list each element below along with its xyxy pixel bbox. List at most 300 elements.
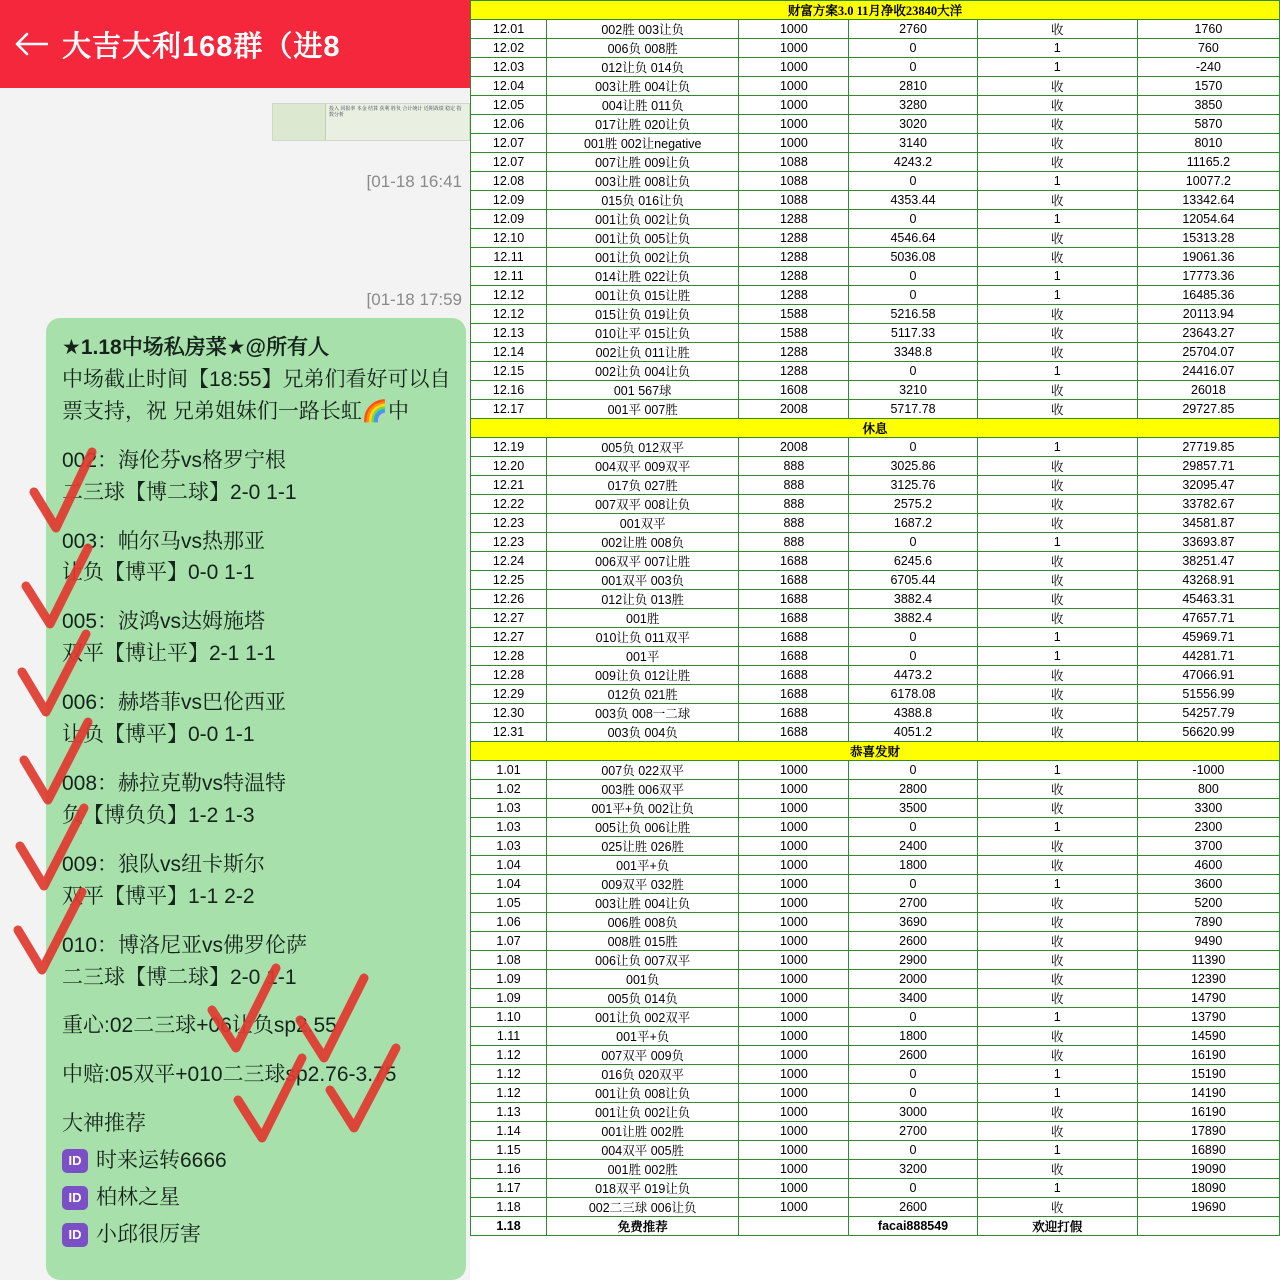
cell-total: 18090 [1137,1179,1279,1198]
cell-account: facai888549 [849,1217,977,1236]
cell-stake: 1000 [739,96,849,115]
table-row[interactable] [471,58,1280,77]
recommend-name: 时来运转6666 [96,1149,227,1173]
cell-return: 4243.2 [849,153,977,172]
cell-date: 12.17 [471,400,547,419]
cell-date: 1.14 [471,1122,547,1141]
cell-return: 6705.44 [849,571,977,590]
table-row[interactable] [471,647,1280,666]
table-row[interactable] [471,875,1280,894]
cell-date: 1.17 [471,1179,547,1198]
table-row[interactable] [471,267,1280,286]
chat-message-bubble[interactable] [46,318,466,1280]
cell-stake: 1000 [739,77,849,96]
chat-pane [0,0,470,1280]
table-band-row [471,742,1280,761]
cell-picks: 001胜 [547,609,739,628]
cell-stake: 1288 [739,267,849,286]
cell-total: 10077.2 [1137,172,1279,191]
cell-date: 12.15 [471,362,547,381]
cell-date: 1.12 [471,1084,547,1103]
cell-return: 5216.58 [849,305,977,324]
table-row[interactable] [471,609,1280,628]
message-line-3: 票支持，祝 兄弟姐妹们一路长虹🌈中 [62,399,409,423]
table-row[interactable] [471,666,1280,685]
cell-result: 收 [977,970,1137,989]
cell-date: 12.09 [471,210,547,229]
table-row[interactable] [471,476,1280,495]
cell-result: 收 [977,343,1137,362]
cell-result: 收 [977,704,1137,723]
table-footer-row[interactable] [471,1217,1280,1236]
table-row[interactable] [471,951,1280,970]
cell-result: 收 [977,381,1137,400]
cell-total: 760 [1137,39,1279,58]
table-row[interactable] [471,39,1280,58]
cell-total: 17773.36 [1137,267,1279,286]
table-row[interactable] [471,989,1280,1008]
table-row[interactable] [471,913,1280,932]
cell-date: 12.27 [471,609,547,628]
cell-total: 16190 [1137,1103,1279,1122]
cell-return: 2400 [849,837,977,856]
cell-result: 收 [977,20,1137,39]
cell-date: 1.16 [471,1160,547,1179]
cell-return: 2600 [849,1198,977,1217]
cell-stake: 1688 [739,647,849,666]
cell-date: 12.19 [471,438,547,457]
cell-picks: 001让负 002让负 [547,248,739,267]
cell-total: 11390 [1137,951,1279,970]
cell-stake: 1000 [739,1065,849,1084]
table-row[interactable] [471,590,1280,609]
band-label: 休息 [471,419,1280,438]
cell-stake: 1688 [739,552,849,571]
cell-date: 1.09 [471,970,547,989]
cell-return: 0 [849,1141,977,1160]
cell-result: 收 [977,1160,1137,1179]
cell-date: 12.23 [471,514,547,533]
recommend-item[interactable] [62,1145,450,1177]
cell-total: 14590 [1137,1027,1279,1046]
cell-return: 0 [849,875,977,894]
cell-picks: 016负 020双平 [547,1065,739,1084]
cell-return: 2600 [849,932,977,951]
cell-date: 12.04 [471,77,547,96]
cell-picks: 001让负 015让胜 [547,286,739,305]
recommend-name: 柏林之星 [96,1186,180,1210]
cell-picks: 007双平 009负 [547,1046,739,1065]
pick-tip: 二三球【博二球】2-0 1-1 [62,965,297,989]
cell-return: 0 [849,1008,977,1027]
table-row[interactable] [471,970,1280,989]
cell-result: 1 [977,875,1137,894]
cell-date: 12.31 [471,723,547,742]
cell-return: 2800 [849,780,977,799]
cell-result: 收 [977,685,1137,704]
cell-return: 3882.4 [849,590,977,609]
cell-picks: 001负 [547,970,739,989]
cell-picks: 012负 021胜 [547,685,739,704]
cell-result: 1 [977,286,1137,305]
cell-total: 12054.64 [1137,210,1279,229]
cell-date: 12.13 [471,324,547,343]
cell-date: 1.03 [471,837,547,856]
pick-match: 赫塔菲vs巴伦西亚 [118,691,287,715]
pick-tip: 双平【博平】1-1 2-2 [62,884,255,908]
thumbnail-left-block [273,104,326,140]
cell-date: 12.25 [471,571,547,590]
table-row[interactable] [471,514,1280,533]
mid-odds-line: 中赔:05双平+010二三球sp2.76-3.75 [62,1063,397,1087]
cell-stake: 1000 [739,837,849,856]
cell-return: 5117.33 [849,324,977,343]
cell-picks: 001让负 002双平 [547,1008,739,1027]
table-row[interactable] [471,1179,1280,1198]
cell-date: 1.18 [471,1198,547,1217]
cell-return: 2760 [849,20,977,39]
cell-result: 1 [977,533,1137,552]
cell-total: 51556.99 [1137,685,1279,704]
cell-date: 1.18 [471,1217,547,1236]
cell-result: 1 [977,818,1137,837]
pick-tip: 二三球【博二球】2-0 1-1 [62,480,297,504]
table-row[interactable] [471,894,1280,913]
cell-stake: 1000 [739,1122,849,1141]
cell-date: 12.01 [471,20,547,39]
cell-picks: 002二三球 006让负 [547,1198,739,1217]
cell-result: 1 [977,1141,1137,1160]
cell-return: 6178.08 [849,685,977,704]
cell-date: 12.07 [471,134,547,153]
cell-total: 3850 [1137,96,1279,115]
cell-total: 19090 [1137,1160,1279,1179]
cell-total: 20113.94 [1137,305,1279,324]
cell-picks: 001平 007胜 [547,400,739,419]
cell-stake: 1000 [739,989,849,1008]
cell-total: 54257.79 [1137,704,1279,723]
cell-date: 12.30 [471,704,547,723]
cell-total: 16190 [1137,1046,1279,1065]
cell-stake: 1000 [739,134,849,153]
cell-date: 1.03 [471,799,547,818]
table-row[interactable] [471,20,1280,39]
message-line-1: ★1.18中场私房菜★@所有人 [62,336,330,359]
cell-note: 欢迎打假 [977,1217,1137,1236]
pick-tip: 负【博负负】1-2 1-3 [62,803,255,827]
table-row[interactable] [471,134,1280,153]
pick-match: 海伦芬vs格罗宁根 [118,448,287,472]
cell-stake: 1000 [739,913,849,932]
cell-picks: 004双平 009双平 [547,457,739,476]
table-row[interactable] [471,932,1280,951]
cell-total: 5870 [1137,115,1279,134]
cell-stake: 1688 [739,571,849,590]
cell-date: 1.02 [471,780,547,799]
cell-stake: 1000 [739,1160,849,1179]
table-row[interactable] [471,1122,1280,1141]
cell-result: 1 [977,1008,1137,1027]
cell-total: 3300 [1137,799,1279,818]
cell-return: 3210 [849,381,977,400]
cell-total: -1000 [1137,761,1279,780]
cell-picks: 006负 008胜 [547,39,739,58]
pick-tip: 让负【博平】0-0 1-1 [62,723,255,747]
cell-date: 12.21 [471,476,547,495]
cell-stake: 1000 [739,856,849,875]
cell-empty [739,1217,849,1236]
cell-return: 3348.8 [849,343,977,362]
cell-return: 0 [849,533,977,552]
table-title: 财富方案3.0 11月净收23840大洋 [471,1,1280,20]
table-row[interactable] [471,153,1280,172]
table-row[interactable] [471,552,1280,571]
cell-return: 3020 [849,115,977,134]
cell-result: 收 [977,77,1137,96]
cell-stake: 1688 [739,685,849,704]
cell-total: 16890 [1137,1141,1279,1160]
cell-return: 0 [849,172,977,191]
cell-total: 4600 [1137,856,1279,875]
cell-return: 0 [849,1065,977,1084]
cell-total: 3700 [1137,837,1279,856]
cell-result: 收 [977,153,1137,172]
cell-result: 1 [977,761,1137,780]
table-row[interactable] [471,1046,1280,1065]
cell-stake: 1688 [739,590,849,609]
cell-stake: 1000 [739,970,849,989]
table-row[interactable] [471,571,1280,590]
cell-result: 收 [977,96,1137,115]
cell-stake: 1000 [739,875,849,894]
back-arrow-icon[interactable] [0,0,62,88]
cell-date: 1.05 [471,894,547,913]
cell-picks: 003让胜 004让负 [547,894,739,913]
cell-picks: 001平+负 002让负 [547,799,739,818]
cell-total: 33693.87 [1137,533,1279,552]
cell-stake: 1000 [739,932,849,951]
cell-total: 56620.99 [1137,723,1279,742]
table-row[interactable] [471,533,1280,552]
table-row[interactable] [471,780,1280,799]
cell-result: 1 [977,1179,1137,1198]
cell-date: 12.11 [471,248,547,267]
cell-return: 5717.78 [849,400,977,419]
cell-result: 1 [977,267,1137,286]
cell-result: 1 [977,647,1137,666]
cell-result: 1 [977,210,1137,229]
cell-stake: 1608 [739,381,849,400]
cell-return: 0 [849,39,977,58]
table-row[interactable] [471,400,1280,419]
table-row[interactable] [471,229,1280,248]
table-row[interactable] [471,1141,1280,1160]
message-line-2: 中场截止时间【18:55】兄弟们看好可以自 [62,367,451,391]
cell-date: 12.06 [471,115,547,134]
cell-result: 收 [977,1103,1137,1122]
pick-match: 波鸿vs达姆施塔 [118,610,266,634]
cell-date: 12.28 [471,647,547,666]
table-row[interactable] [471,115,1280,134]
cell-return: 3400 [849,989,977,1008]
cell-stake: 1000 [739,894,849,913]
cell-date: 12.14 [471,343,547,362]
cell-total: 38251.47 [1137,552,1279,571]
cell-result: 收 [977,552,1137,571]
cell-return: 6245.6 [849,552,977,571]
profit-table [470,0,1280,1236]
cell-return: 4546.64 [849,229,977,248]
cell-total: 16485.36 [1137,286,1279,305]
cell-total: 45969.71 [1137,628,1279,647]
cell-picks: 001让负 005让负 [547,229,739,248]
cell-date: 1.09 [471,989,547,1008]
pick-tip: 让负【博平】0-0 1-1 [62,561,255,585]
cell-return: 1687.2 [849,514,977,533]
cell-result: 收 [977,115,1137,134]
cell-picks: 002让负 011让胜 [547,343,739,362]
table-row[interactable] [471,343,1280,362]
cell-picks: 003负 004负 [547,723,739,742]
cell-stake: 1688 [739,628,849,647]
cell-return: 0 [849,210,977,229]
cell-total: 33782.67 [1137,495,1279,514]
cell-picks: 001双平 [547,514,739,533]
cell-date: 1.01 [471,761,547,780]
table-title-row [471,1,1280,20]
table-row[interactable] [471,77,1280,96]
cell-total: 12390 [1137,970,1279,989]
cell-picks: 006让负 007双平 [547,951,739,970]
table-row[interactable] [471,1103,1280,1122]
table-row[interactable] [471,818,1280,837]
table-row[interactable] [471,324,1280,343]
recommend-name: 小邱很厉害 [96,1222,201,1246]
cell-picks: 001让负 002让负 [547,1103,739,1122]
cell-picks: 003胜 006双平 [547,780,739,799]
table-row[interactable] [471,305,1280,324]
cell-total: 19690 [1137,1198,1279,1217]
cell-total: 27719.85 [1137,438,1279,457]
spreadsheet-pane[interactable] [470,0,1280,1280]
pick-match: 帕尔马vs热那亚 [118,529,266,553]
cell-picks: 005负 014负 [547,989,739,1008]
cell-return: 3882.4 [849,609,977,628]
table-row[interactable] [471,1084,1280,1103]
cell-result: 收 [977,989,1137,1008]
cell-total: 17890 [1137,1122,1279,1141]
cell-stake: 1000 [739,818,849,837]
table-row[interactable] [471,457,1280,476]
cell-stake: 1000 [739,58,849,77]
cell-date: 1.12 [471,1065,547,1084]
table-row[interactable] [471,628,1280,647]
table-row[interactable] [471,723,1280,742]
cell-empty [1137,1217,1279,1236]
table-row[interactable] [471,1008,1280,1027]
cell-stake: 1000 [739,115,849,134]
cell-picks: 014让胜 022让负 [547,267,739,286]
cell-stake: 1688 [739,609,849,628]
table-row[interactable] [471,799,1280,818]
cell-return: 0 [849,58,977,77]
cell-stake: 1688 [739,704,849,723]
cell-return: 3690 [849,913,977,932]
cell-date: 1.04 [471,875,547,894]
cell-picks: 015让负 019让负 [547,305,739,324]
pick-number: 005： [62,610,119,634]
cell-return: 2900 [849,951,977,970]
cell-stake: 1000 [739,761,849,780]
table-row[interactable] [471,856,1280,875]
table-row[interactable] [471,685,1280,704]
table-row[interactable] [471,761,1280,780]
table-row[interactable] [471,210,1280,229]
cell-stake: 1088 [739,191,849,210]
table-row[interactable] [471,96,1280,115]
cell-picks: 008胜 015胜 [547,932,739,951]
recommend-item[interactable] [62,1219,450,1251]
table-row[interactable] [471,438,1280,457]
image-thumbnail-card[interactable] [272,103,470,141]
cell-total: 14790 [1137,989,1279,1008]
cell-stake: 1688 [739,723,849,742]
table-row[interactable] [471,1160,1280,1179]
cell-stake: 1288 [739,362,849,381]
table-row[interactable] [471,704,1280,723]
cell-result: 收 [977,514,1137,533]
cell-date: 12.05 [471,96,547,115]
cell-date: 1.10 [471,1008,547,1027]
cell-picks: 010让平 015让负 [547,324,739,343]
cell-stake: 1000 [739,951,849,970]
cell-result: 收 [977,590,1137,609]
cell-total: 24416.07 [1137,362,1279,381]
cell-return: 2575.2 [849,495,977,514]
cell-result: 1 [977,628,1137,647]
cell-stake: 2008 [739,438,849,457]
table-row[interactable] [471,1065,1280,1084]
table-row[interactable] [471,1027,1280,1046]
cell-picks: 017让胜 020让负 [547,115,739,134]
table-row[interactable] [471,381,1280,400]
cell-stake: 1000 [739,799,849,818]
table-row[interactable] [471,837,1280,856]
cell-return: 3125.76 [849,476,977,495]
cell-total: 800 [1137,780,1279,799]
cell-return: 1800 [849,856,977,875]
table-row[interactable] [471,362,1280,381]
table-row[interactable] [471,1198,1280,1217]
cell-result: 1 [977,172,1137,191]
table-row[interactable] [471,191,1280,210]
cell-date: 1.08 [471,951,547,970]
cell-total: 43268.91 [1137,571,1279,590]
recommend-item[interactable] [62,1182,450,1214]
cell-total: 8010 [1137,134,1279,153]
cell-date: 12.12 [471,286,547,305]
cell-stake: 1000 [739,1179,849,1198]
table-row[interactable] [471,248,1280,267]
cell-date: 12.26 [471,590,547,609]
cell-result: 收 [977,571,1137,590]
table-row[interactable] [471,495,1280,514]
table-row[interactable] [471,286,1280,305]
cell-picks: 015负 016让负 [547,191,739,210]
cell-return: 3500 [849,799,977,818]
cell-result: 收 [977,134,1137,153]
table-row[interactable] [471,172,1280,191]
